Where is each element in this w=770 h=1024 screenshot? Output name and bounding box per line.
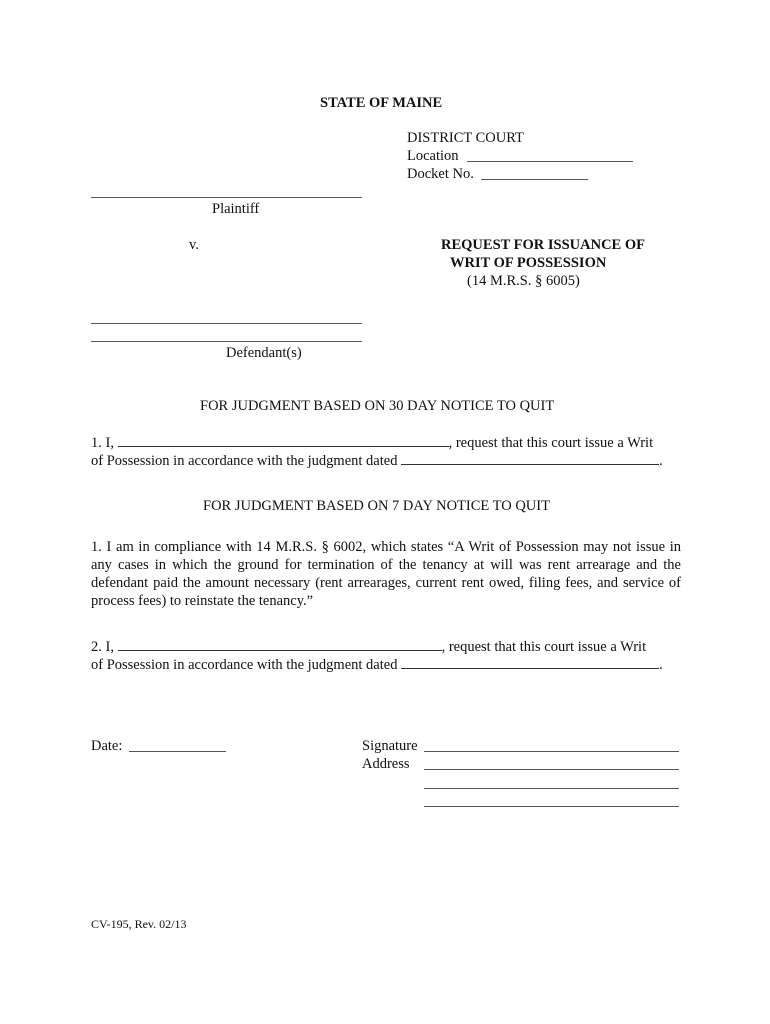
section-30day-item1-line1 bbox=[91, 433, 653, 452]
versus-label: v. bbox=[189, 237, 199, 253]
item2-line2-text: of Possession in accordance with the judgment dated bbox=[91, 657, 398, 673]
section-7day-item2-line2 bbox=[91, 655, 663, 674]
date-label: Date: bbox=[91, 738, 123, 754]
section-7day-item1: 1. I am in compliance with 14 M.R.S. § 6002, which states “A Writ of Possession may not issue in any cases in which the ground for termination of the tenancy at will was rent arrearage and the defendant paid the amount necessary (rent arrearages, current rent owed, filing fees, and service of process fees) to reinstate the tenancy.” bbox=[91, 539, 681, 609]
section-30day-item1-line2 bbox=[91, 451, 663, 470]
defendant-label: Defendant(s) bbox=[226, 345, 302, 361]
address-label: Address bbox=[362, 756, 410, 772]
statute-citation: (14 M.R.S. § 6005) bbox=[467, 273, 580, 289]
state-heading: STATE OF MAINE bbox=[320, 95, 443, 111]
signature-field[interactable] bbox=[424, 751, 679, 752]
requester-name-field-30day[interactable] bbox=[118, 433, 449, 447]
form-revision-id: CV-195, Rev. 02/13 bbox=[91, 917, 187, 931]
court-name: DISTRICT COURT bbox=[407, 130, 524, 146]
item1-prefix: 1. I, bbox=[91, 435, 114, 451]
form-title-line2: WRIT OF POSSESSION bbox=[450, 255, 607, 271]
item1-line2-text: of Possession in accordance with the judgment dated bbox=[91, 453, 398, 469]
address-field-2[interactable] bbox=[424, 788, 679, 789]
signature-label: Signature bbox=[362, 738, 418, 754]
item1-suffix: , request that this court issue a Writ bbox=[448, 435, 654, 451]
location-field[interactable] bbox=[467, 161, 633, 162]
form-title-line1: REQUEST FOR ISSUANCE OF bbox=[441, 237, 645, 253]
section-7day-heading: FOR JUDGMENT BASED ON 7 DAY NOTICE TO QUIT bbox=[203, 498, 550, 514]
judgment-date-field-30day[interactable] bbox=[401, 451, 659, 465]
date-field[interactable] bbox=[129, 751, 226, 752]
item2-suffix: , request that this court issue a Writ bbox=[441, 639, 647, 655]
docket-label: Docket No. bbox=[407, 166, 474, 182]
item2-prefix: 2. I, bbox=[91, 639, 114, 655]
plaintiff-name-field[interactable] bbox=[91, 197, 362, 198]
plaintiff-label: Plaintiff bbox=[212, 201, 260, 217]
item2-end: . bbox=[659, 657, 663, 673]
address-field-3[interactable] bbox=[424, 806, 679, 807]
section-30day-heading: FOR JUDGMENT BASED ON 30 DAY NOTICE TO QUIT bbox=[200, 398, 555, 414]
location-label: Location bbox=[407, 148, 459, 164]
item1-end: . bbox=[659, 453, 663, 469]
docket-number-field[interactable] bbox=[481, 179, 588, 180]
defendant-name-field-1[interactable] bbox=[91, 323, 362, 324]
section-7day-item2-line1 bbox=[91, 637, 646, 656]
defendant-name-field-2[interactable] bbox=[91, 341, 362, 342]
judgment-date-field-7day[interactable] bbox=[401, 655, 659, 669]
requester-name-field-7day[interactable] bbox=[118, 637, 442, 651]
address-field-1[interactable] bbox=[424, 769, 679, 770]
